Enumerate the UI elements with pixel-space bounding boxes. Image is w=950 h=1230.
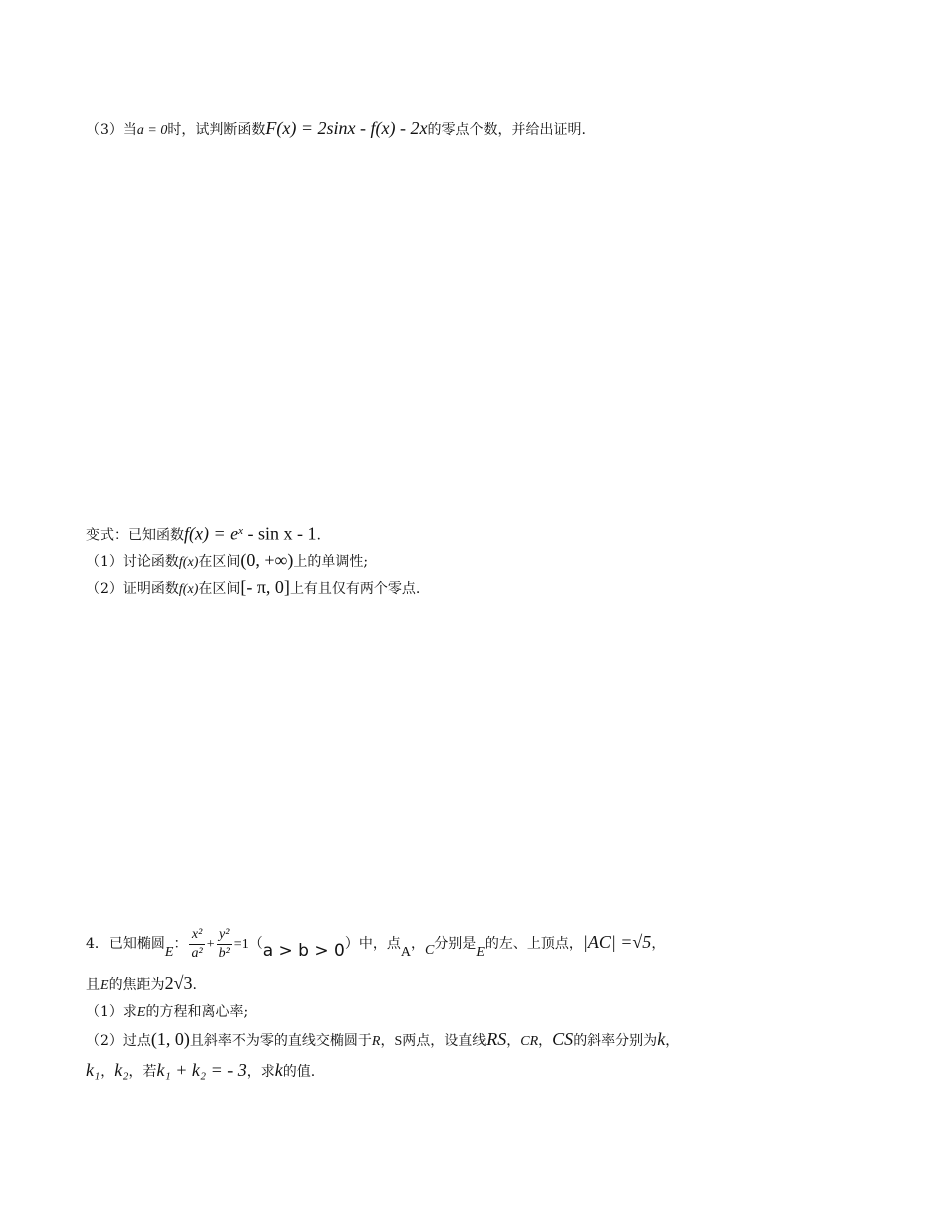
q4-text-sep: 分别是 bbox=[434, 936, 477, 952]
variant-part2-interval: [- π, 0] bbox=[240, 577, 290, 597]
q3-label: （3）当 bbox=[86, 122, 137, 138]
variant-formula: f(x) = e bbox=[184, 523, 239, 544]
q4-line2-end: . bbox=[192, 977, 197, 993]
variant-formula-exponent: x bbox=[238, 525, 244, 537]
q4-part2-k-last: k bbox=[274, 1060, 283, 1080]
variant-part1-fx: f(x) bbox=[178, 555, 199, 570]
q3-line bbox=[86, 118, 586, 141]
q4-ellipse-name-3: E bbox=[100, 978, 109, 993]
q3-text2: 的零点个数，并给出证明. bbox=[427, 122, 586, 138]
q4-part2-c: 两点，设直线 bbox=[402, 1033, 487, 1049]
q4-part2-g: 的值. bbox=[282, 1064, 316, 1080]
q4-point-c: C bbox=[424, 943, 435, 958]
q4-ellipse-name-2: E bbox=[476, 945, 485, 960]
q4-part2-a: （2）过点 bbox=[86, 1033, 151, 1049]
q4-part2-e: ，若 bbox=[128, 1064, 157, 1080]
q4-plus: + bbox=[206, 937, 215, 952]
variant-part2-label: （2）证明函数 bbox=[86, 581, 179, 597]
q3-formula: F(x) = 2sinx - f(x) - 2x bbox=[265, 118, 428, 138]
q4-a2: a² bbox=[191, 945, 203, 961]
q4-frac-y bbox=[217, 926, 232, 963]
variant-part2-fx: f(x) bbox=[178, 582, 199, 597]
q4-number: 4．已知椭圆 bbox=[86, 936, 165, 952]
q4-lparen: （ bbox=[248, 936, 263, 952]
q4-part2-f: ，求 bbox=[246, 1064, 275, 1080]
variant-title: 变式：已知函数 bbox=[86, 527, 184, 544]
variant-part1-mid: 在区间 bbox=[198, 554, 241, 570]
q4-eq1: =1 bbox=[233, 937, 249, 952]
q4-part1-label: （1）求 bbox=[86, 1004, 137, 1020]
q4-ellipse-name: E bbox=[164, 945, 174, 960]
q4-part1 bbox=[86, 1002, 248, 1023]
q4-part2: （2）过点(1, 0)且斜率不为零的直线交椭圆于R，S两点，设直线RS，CR，CS的斜率分别为k， bbox=[86, 1029, 680, 1049]
q4-part2-cont: k₁，k₂，若k₁ + k₂ = - 3，求k的值. bbox=[86, 1060, 316, 1080]
q4-part2-R: R bbox=[371, 1034, 381, 1049]
q4-line1 bbox=[86, 922, 665, 973]
q4-part2-cond-k: k₁ + k₂ = - 3 bbox=[156, 1060, 247, 1080]
q4-part2-k1: k₁ bbox=[86, 1060, 101, 1080]
q4-comma-2: ， bbox=[651, 936, 666, 952]
q4-part2-k2: k₂ bbox=[114, 1060, 129, 1080]
q4-focal-length: 2√3 bbox=[164, 973, 193, 993]
variant-part1-interval: (0, +∞) bbox=[240, 550, 294, 570]
q4-part2-RS: RS bbox=[486, 1029, 507, 1049]
variant-title-line bbox=[86, 521, 321, 546]
q4-frac-x bbox=[189, 926, 204, 963]
variant-part1 bbox=[86, 550, 368, 573]
variant-part1-end: 上的单调性; bbox=[293, 554, 369, 570]
q4-part2-k: k bbox=[657, 1029, 666, 1049]
q4-text-vertex: 的左、上顶点， bbox=[484, 936, 583, 952]
q4-comma: ， bbox=[410, 936, 425, 952]
q4-line2 bbox=[86, 973, 197, 996]
q4-condition: a > b > 0 bbox=[262, 941, 345, 961]
variant-part2 bbox=[86, 577, 420, 600]
q4-y2: y² bbox=[217, 926, 232, 945]
q4-line2-a: 且 bbox=[86, 977, 100, 993]
q4-rparen: ）中，点 bbox=[344, 936, 401, 952]
q3-text1: 时，试判断函数 bbox=[167, 122, 266, 138]
q3-condition: a = 0 bbox=[136, 123, 168, 138]
variant-part2-mid: 在区间 bbox=[198, 581, 241, 597]
q4-x2: x² bbox=[189, 926, 204, 945]
q4-line2-b: 的焦距为 bbox=[108, 977, 165, 993]
q4-part2-CS: CS bbox=[552, 1029, 574, 1049]
q4-part2-b: 且斜率不为零的直线交椭圆于 bbox=[189, 1033, 372, 1049]
variant-part1-label: （1）讨论函数 bbox=[86, 554, 179, 570]
q4-abs-ac: |AC| =√5 bbox=[582, 932, 652, 952]
q4-colon: ： bbox=[173, 936, 188, 952]
q4-part2-d: 的斜率分别为 bbox=[573, 1033, 658, 1049]
q4-part2-CR: CR bbox=[520, 1034, 539, 1049]
q4-point-a: A bbox=[400, 945, 411, 960]
q4-part2-S: S bbox=[394, 1034, 403, 1049]
variant-end: . bbox=[316, 527, 321, 544]
variant-formula-tail: - sin x - 1 bbox=[243, 523, 317, 544]
variant-part2-end: 上有且仅有两个零点. bbox=[289, 581, 421, 597]
q4-part2-comma: ， bbox=[380, 1033, 395, 1049]
q4-part1-end: 的方程和离心率; bbox=[145, 1004, 249, 1020]
q4-b2: b² bbox=[218, 945, 230, 961]
q4-part2-point: (1, 0) bbox=[150, 1029, 190, 1049]
q4-part1-E: E bbox=[136, 1005, 146, 1020]
